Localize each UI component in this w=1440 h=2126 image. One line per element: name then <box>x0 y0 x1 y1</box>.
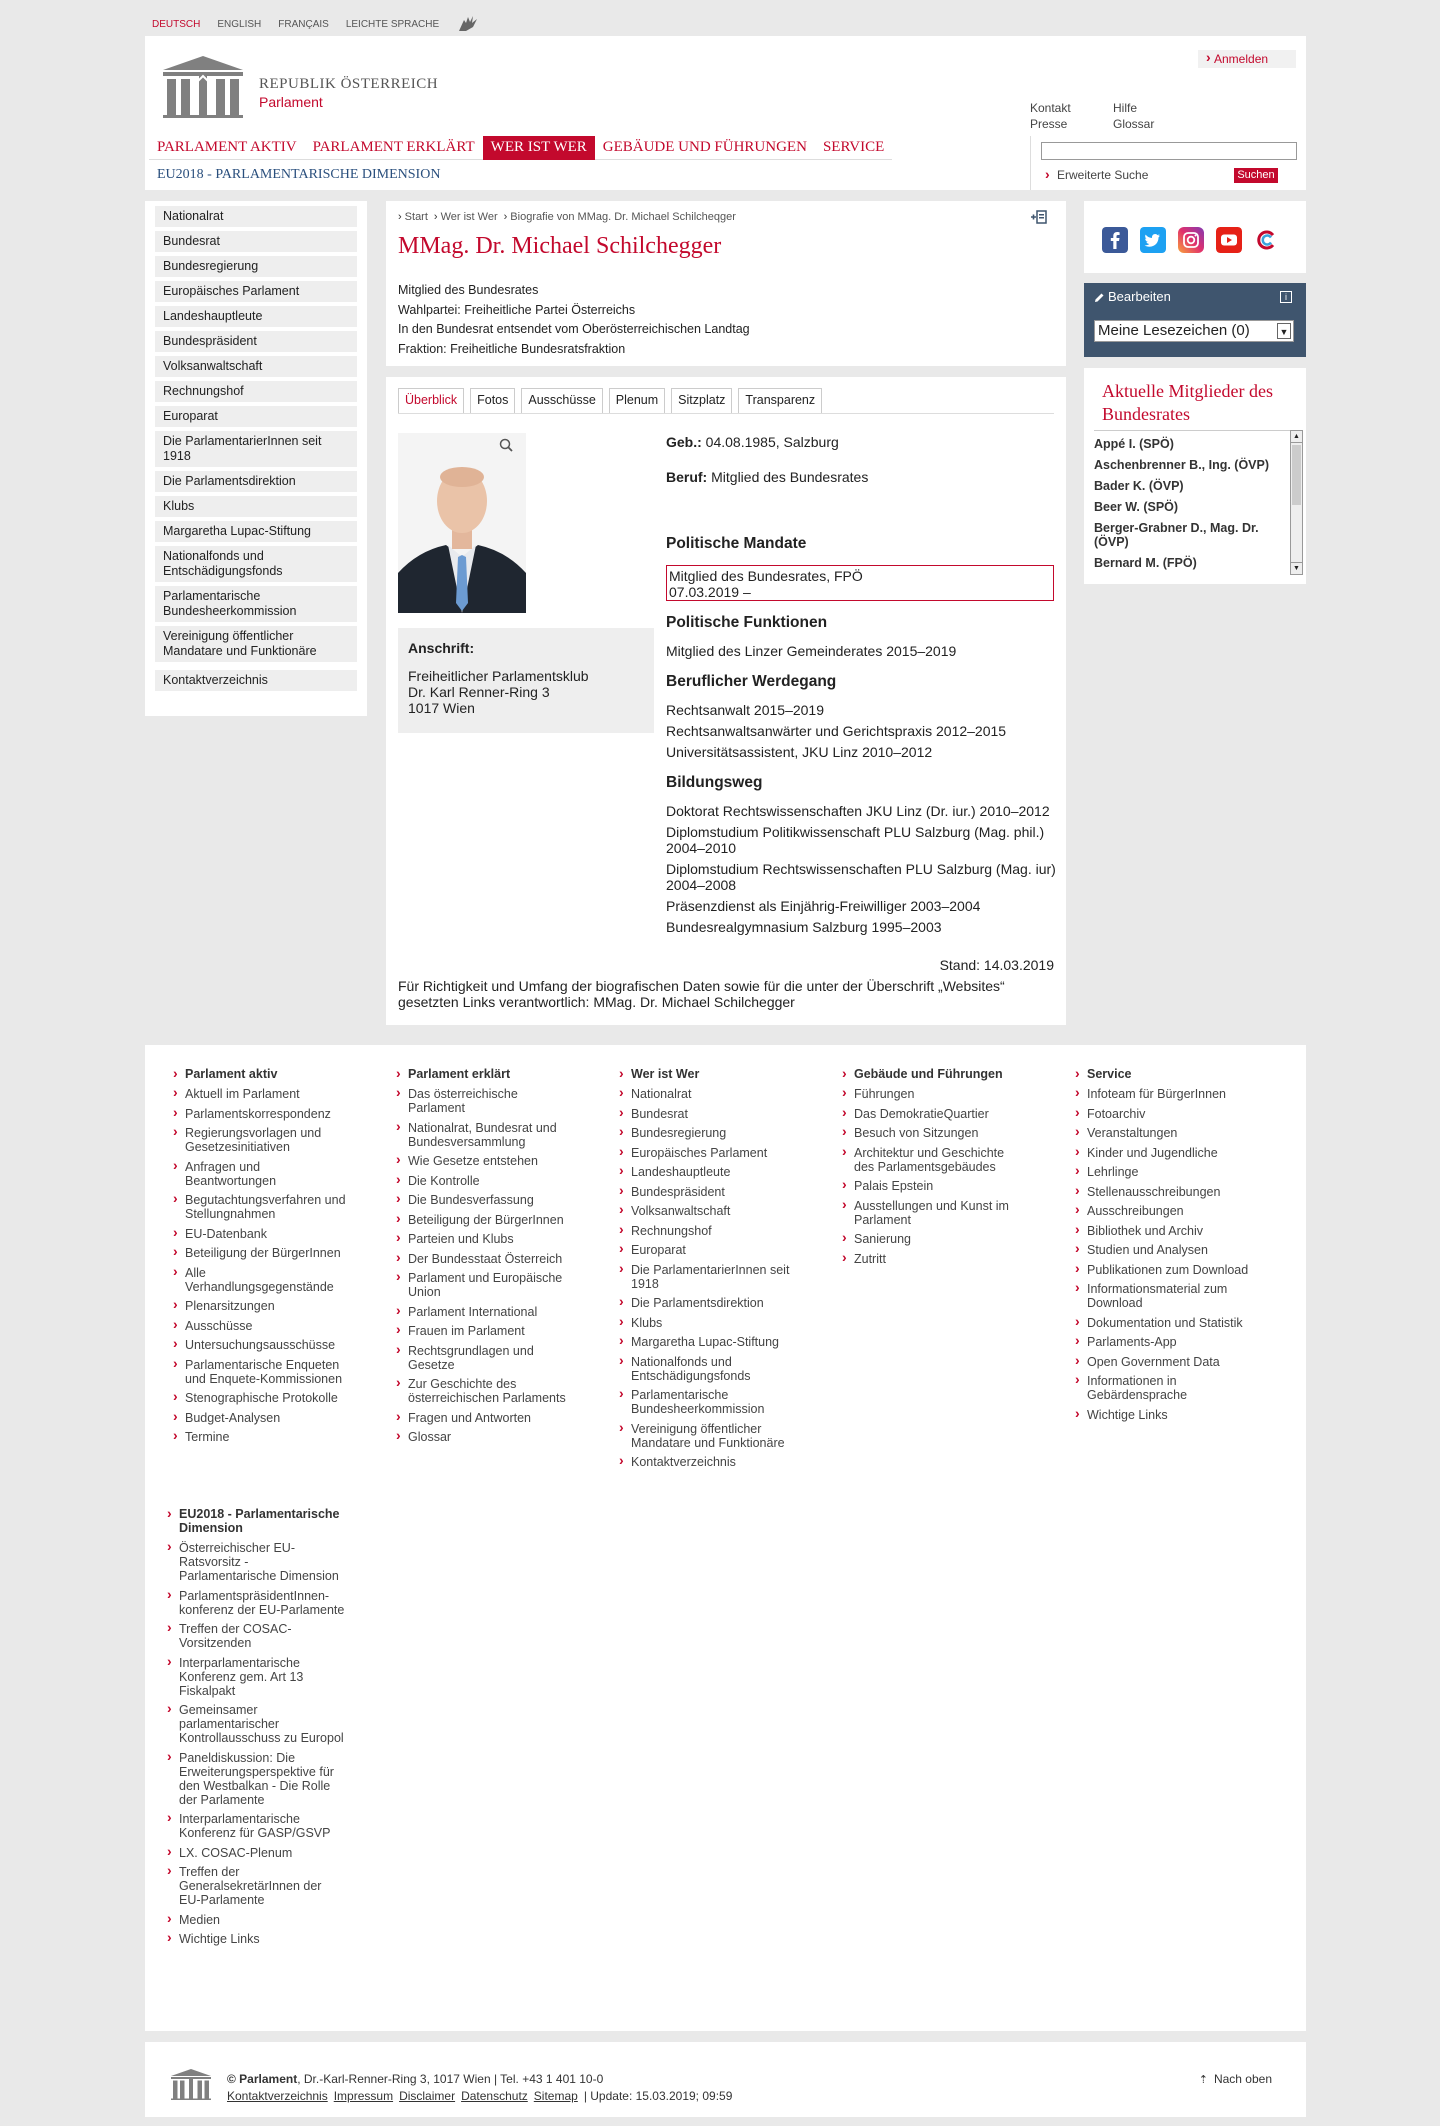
footer-column-eu2018 <box>167 1507 357 1952</box>
address-line: Freiheitlicher Parlamentsklub <box>408 668 589 684</box>
current-members-box <box>1084 368 1306 584</box>
address-box <box>398 628 654 733</box>
footer-link[interactable]: › Ausschreibungen <box>1075 1204 1253 1218</box>
footer-sitemap <box>145 1045 1306 2031</box>
footer-link[interactable]: › Österreichischer EU-Ratsvorsitz - Parlamentarische Dimension <box>167 1541 345 1583</box>
scroll-up-icon[interactable]: ▲ <box>1291 431 1302 443</box>
footer-link[interactable]: › Zutritt <box>842 1252 1020 1266</box>
tab-ausschuesse[interactable]: Ausschüsse <box>521 388 602 413</box>
members-scrollbar[interactable] <box>1290 430 1303 575</box>
footer-link-impressum[interactable]: Impressum <box>333 2089 394 2103</box>
footer-link-datenschutz[interactable]: Datenschutz <box>461 2089 528 2103</box>
education-item: Bundesrealgymnasium Salzburg 1995–2003 <box>666 919 942 935</box>
page-title: MMag. Dr. Michael Schilchegger <box>398 233 722 259</box>
footer-link[interactable]: › Bibliothek und Archiv <box>1075 1224 1253 1238</box>
scroll-thumb[interactable] <box>1292 445 1301 505</box>
page-footer <box>145 2042 1306 2117</box>
bookmarks-select[interactable]: Meine Lesezeichen (0) ▼ <box>1094 320 1294 342</box>
facebook-icon[interactable] <box>1102 227 1128 253</box>
subnav-eu2018[interactable]: EU2018 - PARLAMENTARISCHE DIMENSION <box>157 167 441 182</box>
footer-link[interactable]: › Publikationen zum Download <box>1075 1263 1253 1277</box>
youtube-icon[interactable] <box>1216 227 1242 253</box>
sidebar-item[interactable]: Margaretha Lupac-Stiftung <box>155 521 357 542</box>
info-line: In den Bundesrat entsendet vom Oberösterreichischen Landtag <box>398 322 750 336</box>
footer-link[interactable]: › Das DemokratieQuartier <box>842 1107 1020 1121</box>
birth-info: Geb.: 04.08.1985, Salzburg <box>666 434 839 450</box>
footer-link[interactable]: › Nationalrat, Bundesrat und Bundesversammlung <box>396 1121 574 1149</box>
list-item[interactable]: Berger-Grabner D., Mag. Dr. (ÖVP) <box>1094 521 1259 549</box>
glossary-link[interactable]: Glossar <box>1113 117 1155 131</box>
footer-link[interactable]: › Architektur und Geschichte des Parlamentsgebäudes <box>842 1146 1020 1174</box>
sign-language-icon[interactable] <box>456 14 482 34</box>
logo-title: REPUBLIK ÖSTERREICH <box>259 76 439 92</box>
sidebar-item[interactable]: Nationalrat <box>155 206 357 227</box>
lang-francais[interactable]: FRANÇAIS <box>278 18 329 30</box>
sidebar-item[interactable]: Nationalfonds und Entschädigungsfonds <box>155 546 357 582</box>
footer-link[interactable]: › Open Government Data <box>1075 1355 1253 1369</box>
footer-link[interactable]: › Zur Geschichte des österreichischen Parlaments <box>396 1377 574 1405</box>
login-button[interactable]: › Anmelden <box>1198 50 1296 68</box>
address-line: 1017 Wien <box>408 700 475 716</box>
lang-english[interactable]: ENGLISH <box>217 18 262 30</box>
footer-link[interactable]: › Parlamentarische Enqueten und Enquete-Kommissionen <box>173 1358 351 1386</box>
footer-link[interactable]: › Termine <box>173 1430 351 1444</box>
breadcrumb-wer-ist-wer[interactable]: › Wer ist Wer <box>434 211 498 223</box>
parliament-building-icon <box>159 54 247 118</box>
footer-link[interactable]: › Aktuell im Parlament <box>173 1087 351 1101</box>
sidebar-item[interactable]: Die ParlamentarierInnen seit 1918 <box>155 431 357 467</box>
status-date: Stand: 14.03.2019 <box>939 957 1054 973</box>
sidebar-item[interactable]: Europarat <box>155 406 357 427</box>
footer-link[interactable]: › Rechtsgrundlagen und Gesetze <box>396 1344 574 1372</box>
tab-bar <box>398 388 1054 414</box>
footer-link[interactable]: › Nationalrat <box>619 1087 797 1101</box>
press-link[interactable]: Presse <box>1030 117 1068 131</box>
footer-link[interactable]: › Volksanwaltschaft <box>619 1204 797 1218</box>
list-item[interactable]: Bader K. (ÖVP) <box>1094 479 1184 493</box>
sidebar-item[interactable]: Die Parlamentsdirektion <box>155 471 357 492</box>
footer-link[interactable]: › Glossar <box>396 1430 574 1444</box>
utility-links <box>1030 101 1193 131</box>
footer-link[interactable]: › Margaretha Lupac-Stiftung <box>619 1335 797 1349</box>
social-media-box <box>1084 201 1306 273</box>
footer-link[interactable]: › Parlaments-App <box>1075 1335 1253 1349</box>
footer-link[interactable]: › Plenarsitzungen <box>173 1299 351 1313</box>
footer-link[interactable]: › Paneldiskussion: Die Erweiterungsperspektive für den Westbalkan - Die Rolle der Parlamente <box>167 1751 345 1807</box>
sidebar-item[interactable]: Kontaktverzeichnis <box>155 670 357 691</box>
extended-search-link[interactable]: › Erweiterte Suche <box>1045 168 1148 182</box>
search-area <box>1030 136 1306 190</box>
footer-column-heading[interactable]: › Gebäude und Führungen <box>842 1067 1032 1081</box>
tab-fotos[interactable]: Fotos <box>470 388 515 413</box>
footer-column-heading[interactable]: › Parlament erklärt <box>396 1067 586 1081</box>
sidebar-item[interactable]: Parlamentarische Bundesheerkommission <box>155 586 357 622</box>
footer-column-parlament-erklaert <box>396 1067 586 1450</box>
footer-link[interactable]: › Dokumentation und Statistik <box>1075 1316 1253 1330</box>
footer-link[interactable]: › Interparlamentarische Konferenz gem. Art 13 Fiskalpakt <box>167 1656 345 1698</box>
list-item[interactable]: Beer W. (SPÖ) <box>1094 500 1179 514</box>
edit-title: Bearbeiten <box>1108 289 1171 304</box>
members-list <box>1094 430 1290 575</box>
sidebar-item[interactable]: Bundespräsident <box>155 331 357 352</box>
breadcrumb-start[interactable]: › Start <box>398 211 428 223</box>
footer-link[interactable]: › Gemeinsamer parlamentarischer Kontrollausschuss zu Europol <box>167 1703 345 1745</box>
footer-link[interactable]: › Europäisches Parlament <box>619 1146 797 1160</box>
footer-link[interactable]: › Treffen der GeneralsekretärInnen der EU-Parlamente <box>167 1865 345 1907</box>
footer-link[interactable]: › ParlamentspräsidentInnen-konferenz der EU-Parlamente <box>167 1589 345 1617</box>
footer-link[interactable]: › Untersuchungsausschüsse <box>173 1338 351 1352</box>
footer-link[interactable]: › Interparlamentarische Konferenz für GASP/GSVP <box>167 1812 345 1840</box>
tab-sitzplatz[interactable]: Sitzplatz <box>671 388 732 413</box>
footer-link[interactable]: › Begutachtungsverfahren und Stellungnahmen <box>173 1193 351 1221</box>
responsibility-note: Für Richtigkeit und Umfang der biografischen Daten sowie für die unter der Überschrift „Websites“ gesetzten Links verantwortlich: MMag. Dr. Michael Schilchegger <box>398 978 1005 1010</box>
footer-link[interactable]: › Wie Gesetze entstehen <box>396 1154 574 1168</box>
footer-link[interactable]: › Medien <box>167 1913 345 1927</box>
back-to-top-link[interactable]: ⇡ Nach oben <box>1198 2072 1272 2086</box>
footer-link[interactable]: › Die Parlamentsdirektion <box>619 1296 797 1310</box>
sidebar-item[interactable]: Vereinigung öffentlicher Mandatare und Funktionäre <box>155 626 357 662</box>
footer-link[interactable]: › Parlament International <box>396 1305 574 1319</box>
footer-link[interactable]: › EU-Datenbank <box>173 1227 351 1241</box>
members-heading: Aktuelle Mitglieder des Bundesrates <box>1102 381 1273 424</box>
education-item: Diplomstudium Rechtswissenschaften PLU Salzburg (Mag. iur) 2004–2008 <box>666 861 1056 893</box>
breadcrumb <box>398 211 736 223</box>
footer-column-heading[interactable]: › Wer ist Wer <box>619 1067 809 1081</box>
footer-link[interactable]: › Wichtige Links <box>167 1932 345 1946</box>
language-bar <box>152 14 482 34</box>
info-icon[interactable]: i <box>1280 291 1292 303</box>
education-item: Diplomstudium Politikwissenschaft PLU Salzburg (Mag. phil.) 2004–2010 <box>666 824 1045 856</box>
zoom-icon[interactable] <box>498 437 514 453</box>
contact-link[interactable]: Kontakt <box>1030 101 1071 115</box>
footer-link[interactable]: › Veranstaltungen <box>1075 1126 1253 1140</box>
functions-heading: Politische Funktionen <box>666 614 828 631</box>
footer-link[interactable]: › Kontaktverzeichnis <box>619 1455 797 1469</box>
footer-link[interactable]: › Bundesrat <box>619 1107 797 1121</box>
footer-link[interactable]: › Parlament und Europäische Union <box>396 1271 574 1299</box>
footer-link[interactable]: › Bundesregierung <box>619 1126 797 1140</box>
footer-link[interactable]: › Regierungsvorlagen und Gesetzesinitiativen <box>173 1126 351 1154</box>
site-header <box>145 36 1306 190</box>
parliament-building-icon <box>169 2068 213 2100</box>
footer-link[interactable]: › Das österreichische Parlament <box>396 1087 574 1115</box>
logo-subtitle: Parlament <box>259 94 323 110</box>
sidebar-item[interactable]: Rechnungshof <box>155 381 357 402</box>
nav-gebaeude[interactable]: GEBÄUDE UND FÜHRUNGEN <box>602 139 807 155</box>
mandate-entry[interactable]: Mitglied des Bundesrates, FPÖ 07.03.2019 – <box>666 565 1054 601</box>
footer-info <box>227 2071 732 2105</box>
list-item[interactable]: Bernard M. (FPÖ) <box>1094 556 1197 570</box>
mandates-heading: Politische Mandate <box>666 535 807 552</box>
footer-link[interactable]: › LX. COSAC-Plenum <box>167 1846 345 1860</box>
function-item: Mitglied des Linzer Gemeinderates 2015–2019 <box>666 643 957 659</box>
info-line: Wahlpartei: Freiheitliche Partei Österreichs <box>398 302 636 317</box>
scroll-down-icon[interactable]: ▼ <box>1291 562 1302 574</box>
footer-link[interactable]: › Bundespräsident <box>619 1185 797 1199</box>
nav-parlament-aktiv[interactable]: PARLAMENT AKTIV <box>157 139 297 155</box>
edit-panel <box>1084 283 1306 357</box>
footer-link-kontakt[interactable]: Kontaktverzeichnis <box>227 2089 328 2103</box>
parliament-logo[interactable] <box>159 54 438 118</box>
footer-column-heading[interactable]: › Service <box>1075 1067 1265 1081</box>
education-heading: Bildungsweg <box>666 774 763 791</box>
footer-link[interactable]: › Klubs <box>619 1316 797 1330</box>
education-item: Präsenzdienst als Einjährig-Freiwilliger 2003–2004 <box>666 898 981 914</box>
footer-column-parlament-aktiv <box>173 1067 363 1450</box>
footer-link[interactable]: › Informationen in Gebärdensprache <box>1075 1374 1253 1402</box>
footer-link[interactable]: › Die Kontrolle <box>396 1174 574 1188</box>
footer-link[interactable]: › Fragen und Antworten <box>396 1411 574 1425</box>
search-button[interactable]: Suchen <box>1234 168 1278 183</box>
footer-column-heading[interactable]: › Parlament aktiv <box>173 1067 363 1081</box>
twitter-icon[interactable] <box>1140 227 1166 253</box>
member-info <box>398 281 750 359</box>
footer-link[interactable]: › Ausstellungen und Kunst im Parlament <box>842 1199 1020 1227</box>
footer-column-wer-ist-wer <box>619 1067 809 1475</box>
info-line: Mitglied des Bundesrates <box>398 283 539 297</box>
profession-info: Beruf: Mitglied des Bundesrates <box>666 469 869 485</box>
info-line: Fraktion: Freiheitliche Bundesratsfraktion <box>398 341 626 356</box>
footer-link[interactable]: › Der Bundesstaat Österreich <box>396 1252 574 1266</box>
footer-link[interactable]: › Landeshauptleute <box>619 1165 797 1179</box>
footer-address: , Dr.-Karl-Renner-Ring 3, 1017 Wien | Tel. +43 1 401 10-0 <box>297 2072 604 2086</box>
nav-wer-ist-wer[interactable]: WER IST WER <box>483 136 595 160</box>
footer-link[interactable]: › Fotoarchiv <box>1075 1107 1253 1121</box>
footer-link[interactable]: › Beteiligung der BürgerInnen <box>173 1246 351 1260</box>
footer-link-disclaimer[interactable]: Disclaimer <box>399 2089 456 2103</box>
footer-link[interactable]: › Vereinigung öffentlicher Mandatare und Funktionäre <box>619 1422 797 1450</box>
sidebar-item[interactable]: Volksanwaltschaft <box>155 356 357 377</box>
sidebar-item[interactable]: Landeshauptleute <box>155 306 357 327</box>
footer-link[interactable]: › Besuch von Sitzungen <box>842 1126 1020 1140</box>
copyright: © Parlament <box>227 2072 298 2086</box>
parliament-app-icon[interactable] <box>1254 227 1280 253</box>
portrait-photo[interactable] <box>398 433 526 613</box>
footer-link[interactable]: › Die Bundesverfassung <box>396 1193 574 1207</box>
address-line: Dr. Karl Renner-Ring 3 <box>408 684 550 700</box>
nav-parlament-erklaert[interactable]: PARLAMENT ERKLÄRT <box>312 139 475 155</box>
footer-link[interactable]: › Sanierung <box>842 1232 1020 1246</box>
footer-link[interactable]: › Frauen im Parlament <box>396 1324 574 1338</box>
tab-transparenz[interactable]: Transparenz <box>738 388 822 413</box>
education-item: Doktorat Rechtswissenschaften JKU Linz (Dr. iur.) 2010–2012 <box>666 803 1050 819</box>
footer-column-gebaeude <box>842 1067 1032 1271</box>
lang-deutsch[interactable]: DEUTSCH <box>152 18 201 30</box>
career-item: Rechtsanwaltsanwärter und Gerichtspraxis 2012–2015 <box>666 723 1007 739</box>
footer-link[interactable]: › Wichtige Links <box>1075 1408 1253 1422</box>
footer-link[interactable]: › Treffen der COSAC-Vorsitzenden <box>167 1622 345 1650</box>
help-link[interactable]: Hilfe <box>1113 101 1138 115</box>
footer-link-sitemap[interactable]: Sitemap <box>533 2089 578 2103</box>
sidebar-item[interactable]: Europäisches Parlament <box>155 281 357 302</box>
sidebar-item[interactable]: Bundesrat <box>155 231 357 252</box>
footer-column-service <box>1075 1067 1265 1427</box>
chevron-down-icon: ▼ <box>1277 323 1291 339</box>
footer-link[interactable]: › Europarat <box>619 1243 797 1257</box>
footer-link[interactable]: › Nationalfonds und Entschädigungsfonds <box>619 1355 797 1383</box>
footer-link[interactable]: › Stellenausschreibungen <box>1075 1185 1253 1199</box>
footer-link[interactable]: › Budget-Analysen <box>173 1411 351 1425</box>
footer-link[interactable]: › Ausschüsse <box>173 1319 351 1333</box>
tab-ueberblick[interactable]: Überblick <box>398 388 464 413</box>
footer-link[interactable]: › Anfragen und Beantwortungen <box>173 1160 351 1188</box>
biography-card <box>386 377 1066 1025</box>
footer-column-heading[interactable]: › EU2018 - Parlamentarische Dimension <box>167 1507 357 1535</box>
sidebar-navigation <box>145 201 367 716</box>
footer-link[interactable]: › Stenographische Protokolle <box>173 1391 351 1405</box>
footer-link[interactable]: › Parlamentarische Bundesheerkommission <box>619 1388 797 1416</box>
update-date: | Update: 15.03.2019; 09:59 <box>583 2089 733 2103</box>
footer-link[interactable]: › Führungen <box>842 1087 1020 1101</box>
footer-link[interactable]: › Beteiligung der BürgerInnen <box>396 1213 574 1227</box>
footer-link[interactable]: › Die ParlamentarierInnen seit 1918 <box>619 1263 797 1291</box>
footer-link[interactable]: › Studien und Analysen <box>1075 1243 1253 1257</box>
sidebar-item[interactable]: Bundesregierung <box>155 256 357 277</box>
instagram-icon[interactable] <box>1178 227 1204 253</box>
lang-leichte-sprache[interactable]: LEICHTE SPRACHE <box>345 18 440 30</box>
career-item: Universitätsassistent, JKU Linz 2010–2012 <box>666 744 933 760</box>
footer-link[interactable]: › Kinder und Jugendliche <box>1075 1146 1253 1160</box>
main-navigation <box>149 136 892 160</box>
list-item[interactable]: Appé I. (SPÖ) <box>1094 437 1174 451</box>
footer-link[interactable]: › Parlamentskorrespondenz <box>173 1107 351 1121</box>
footer-link[interactable]: › Palais Epstein <box>842 1179 1020 1193</box>
address-label: Anschrift: <box>408 640 475 656</box>
footer-link[interactable]: › Informationsmaterial zum Download <box>1075 1282 1253 1310</box>
breadcrumb-current: › Biografie von MMag. Dr. Michael Schilcheqger <box>504 211 736 223</box>
career-item: Rechtsanwalt 2015–2019 <box>666 702 825 718</box>
career-heading: Beruflicher Werdegang <box>666 673 837 690</box>
footer-link[interactable]: › Infoteam für BürgerInnen <box>1075 1087 1253 1101</box>
list-item[interactable]: Aschenbrenner B., Ing. (ÖVP) <box>1094 458 1270 472</box>
footer-link[interactable]: › Alle Verhandlungsgegenstände <box>173 1266 351 1294</box>
footer-link[interactable]: › Rechnungshof <box>619 1224 797 1238</box>
sidebar-item[interactable]: Klubs <box>155 496 357 517</box>
footer-link[interactable]: › Parteien und Klubs <box>396 1232 574 1246</box>
add-bookmark-icon[interactable] <box>1030 209 1048 225</box>
nav-service[interactable]: SERVICE <box>822 139 885 155</box>
search-input[interactable] <box>1041 142 1297 160</box>
tab-plenum[interactable]: Plenum <box>609 388 665 413</box>
profile-header-card <box>386 201 1066 366</box>
arrow-up-icon: ⇡ <box>1198 2074 1208 2086</box>
footer-link[interactable]: › Lehrlinge <box>1075 1165 1253 1179</box>
